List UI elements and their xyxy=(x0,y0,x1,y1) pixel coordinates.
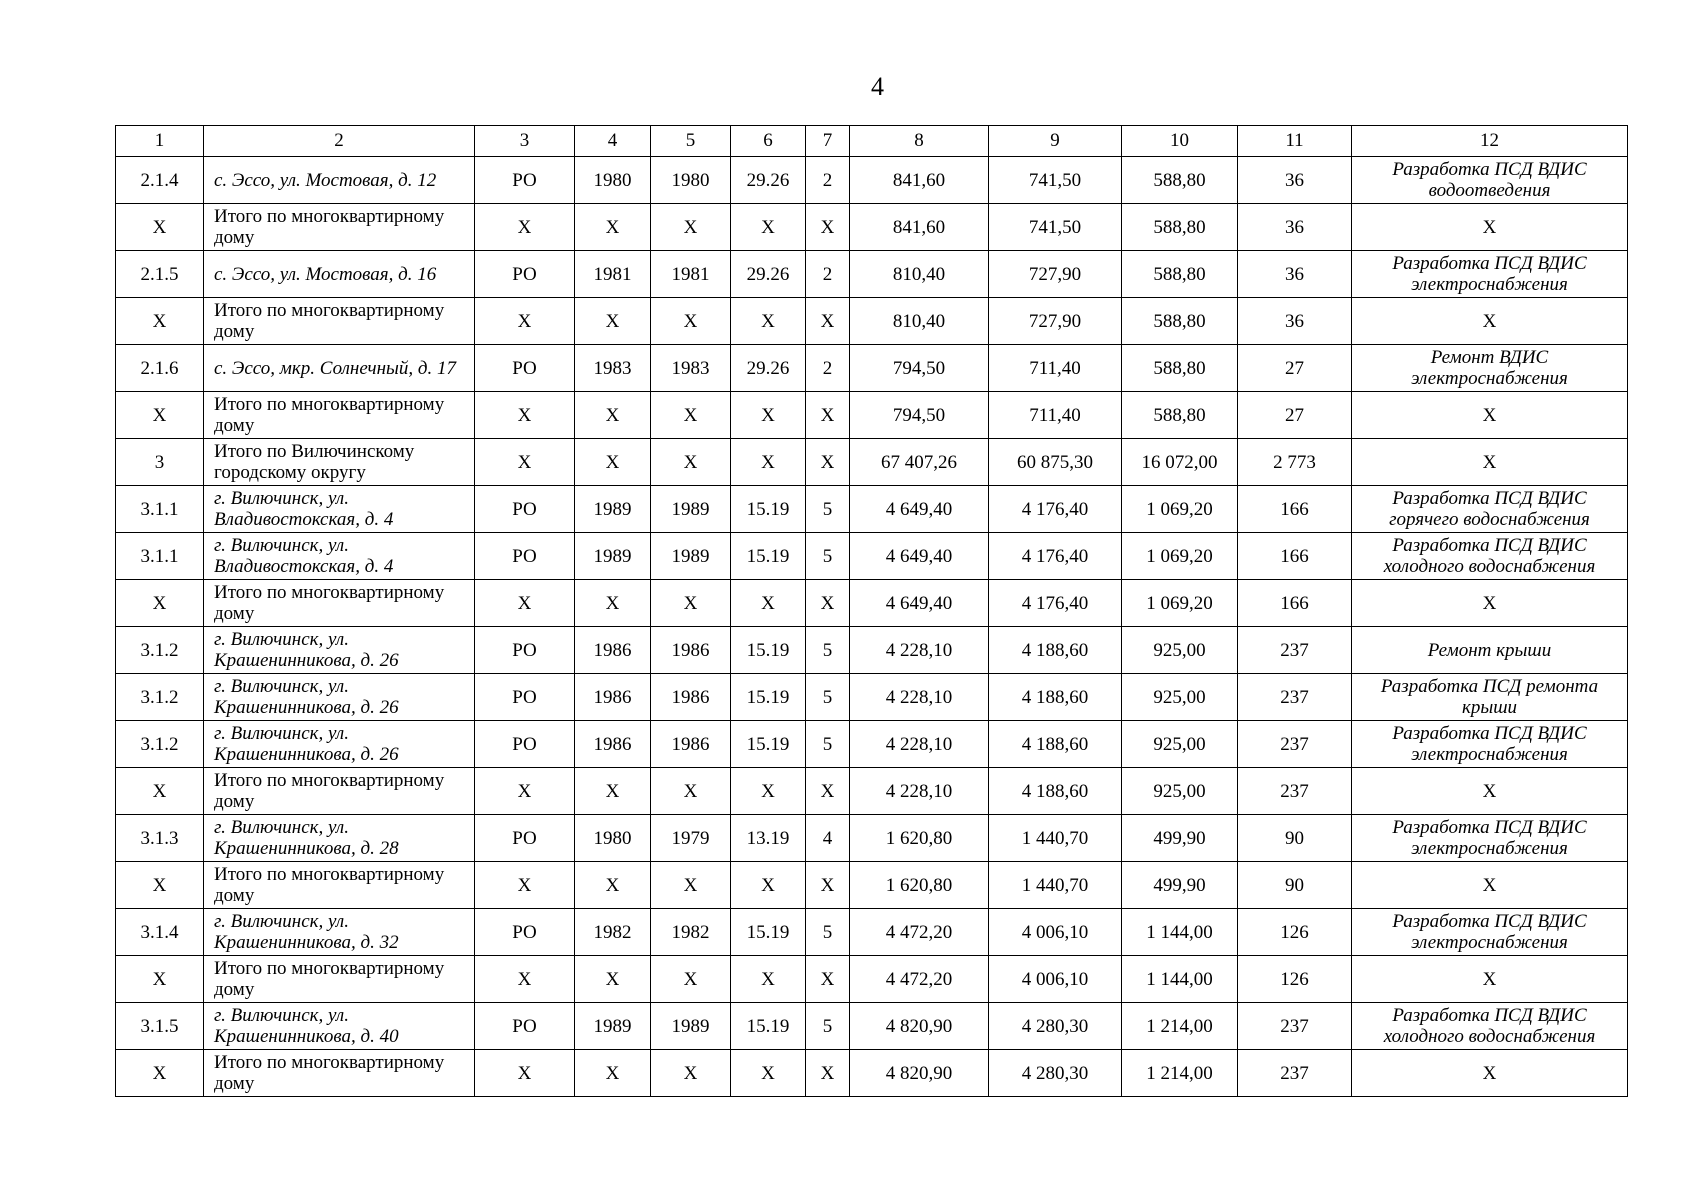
work-type-cell: Х xyxy=(1352,862,1628,909)
column-number: 11 xyxy=(1238,126,1352,157)
ownership-form-cell: РО xyxy=(475,345,575,392)
total-area-cell: 4 228,10 xyxy=(850,721,989,768)
living-area-cell: 727,90 xyxy=(989,251,1122,298)
nonliving-area-cell: 925,00 xyxy=(1122,768,1238,815)
row-number-cell: 3.1.2 xyxy=(116,674,204,721)
subtotal-row xyxy=(116,1050,1628,1097)
floors-cell: Х xyxy=(806,439,850,486)
residents-cell: 166 xyxy=(1238,580,1352,627)
ownership-form-cell: РО xyxy=(475,533,575,580)
address-cell: Итого по многоквартирному дому xyxy=(204,580,475,627)
table-row xyxy=(116,627,1628,674)
nonliving-area-cell: 499,90 xyxy=(1122,862,1238,909)
commissioning-year-cell: Х xyxy=(651,862,731,909)
nonliving-area-cell: 588,80 xyxy=(1122,251,1238,298)
ownership-form-cell: РО xyxy=(475,674,575,721)
subtotal-row xyxy=(116,392,1628,439)
ownership-form-cell: Х xyxy=(475,956,575,1003)
total-area-cell: 4 228,10 xyxy=(850,674,989,721)
work-type-cell: Х xyxy=(1352,439,1628,486)
work-type-cell: Разработка ПСД ВДИС водоотведения xyxy=(1352,157,1628,204)
code-cell: Х xyxy=(731,956,806,1003)
row-number-cell: 2.1.5 xyxy=(116,251,204,298)
construction-year-cell: Х xyxy=(575,768,651,815)
construction-year-cell: 1986 xyxy=(575,721,651,768)
nonliving-area-cell: 588,80 xyxy=(1122,204,1238,251)
total-area-cell: 1 620,80 xyxy=(850,815,989,862)
table-row xyxy=(116,345,1628,392)
floors-cell: 5 xyxy=(806,627,850,674)
ownership-form-cell: Х xyxy=(475,204,575,251)
code-cell: 15.19 xyxy=(731,721,806,768)
floors-cell: Х xyxy=(806,768,850,815)
work-type-cell: Х xyxy=(1352,956,1628,1003)
row-number-cell: 3.1.1 xyxy=(116,533,204,580)
code-cell: Х xyxy=(731,862,806,909)
row-number-cell: Х xyxy=(116,956,204,1003)
work-type-cell: Х xyxy=(1352,768,1628,815)
nonliving-area-cell: 1 069,20 xyxy=(1122,533,1238,580)
column-number: 3 xyxy=(475,126,575,157)
column-number: 4 xyxy=(575,126,651,157)
residents-cell: 36 xyxy=(1238,298,1352,345)
repair-program-table xyxy=(115,125,1628,1097)
living-area-cell: 4 176,40 xyxy=(989,580,1122,627)
work-type-cell: Разработка ПСД ВДИС электроснабжения xyxy=(1352,251,1628,298)
residents-cell: 237 xyxy=(1238,1050,1352,1097)
floors-cell: 2 xyxy=(806,157,850,204)
total-row xyxy=(116,439,1628,486)
residents-cell: 90 xyxy=(1238,815,1352,862)
code-cell: Х xyxy=(731,298,806,345)
commissioning-year-cell: Х xyxy=(651,1050,731,1097)
total-area-cell: 794,50 xyxy=(850,345,989,392)
floors-cell: 5 xyxy=(806,486,850,533)
total-area-cell: 841,60 xyxy=(850,157,989,204)
total-area-cell: 4 649,40 xyxy=(850,580,989,627)
table-body xyxy=(116,126,1628,1097)
work-type-cell: Х xyxy=(1352,298,1628,345)
living-area-cell: 711,40 xyxy=(989,345,1122,392)
living-area-cell: 4 280,30 xyxy=(989,1050,1122,1097)
row-number-cell: 3.1.2 xyxy=(116,627,204,674)
code-cell: 15.19 xyxy=(731,533,806,580)
floors-cell: 4 xyxy=(806,815,850,862)
residents-cell: 36 xyxy=(1238,251,1352,298)
code-cell: Х xyxy=(731,768,806,815)
commissioning-year-cell: 1986 xyxy=(651,627,731,674)
floors-cell: 5 xyxy=(806,909,850,956)
column-number: 9 xyxy=(989,126,1122,157)
code-cell: 15.19 xyxy=(731,1003,806,1050)
address-cell: г. Вилючинск, ул. Крашенинникова, д. 40 xyxy=(204,1003,475,1050)
construction-year-cell: Х xyxy=(575,204,651,251)
living-area-cell: 4 188,60 xyxy=(989,768,1122,815)
total-area-cell: 810,40 xyxy=(850,251,989,298)
nonliving-area-cell: 925,00 xyxy=(1122,674,1238,721)
floors-cell: Х xyxy=(806,1050,850,1097)
living-area-cell: 711,40 xyxy=(989,392,1122,439)
floors-cell: Х xyxy=(806,392,850,439)
living-area-cell: 4 176,40 xyxy=(989,486,1122,533)
residents-cell: 27 xyxy=(1238,392,1352,439)
construction-year-cell: 1989 xyxy=(575,1003,651,1050)
construction-year-cell: Х xyxy=(575,1050,651,1097)
residents-cell: 36 xyxy=(1238,157,1352,204)
address-cell: Итого по многоквартирному дому xyxy=(204,862,475,909)
floors-cell: Х xyxy=(806,580,850,627)
ownership-form-cell: Х xyxy=(475,580,575,627)
living-area-cell: 4 006,10 xyxy=(989,956,1122,1003)
ownership-form-cell: Х xyxy=(475,862,575,909)
code-cell: 15.19 xyxy=(731,909,806,956)
commissioning-year-cell: 1989 xyxy=(651,486,731,533)
code-cell: 15.19 xyxy=(731,486,806,533)
address-cell: Итого по многоквартирному дому xyxy=(204,1050,475,1097)
nonliving-area-cell: 1 214,00 xyxy=(1122,1050,1238,1097)
work-type-cell: Разработка ПСД ВДИС холодного водоснабжения xyxy=(1352,533,1628,580)
commissioning-year-cell: 1986 xyxy=(651,721,731,768)
commissioning-year-cell: 1981 xyxy=(651,251,731,298)
commissioning-year-cell: 1989 xyxy=(651,1003,731,1050)
living-area-cell: 1 440,70 xyxy=(989,862,1122,909)
commissioning-year-cell: Х xyxy=(651,298,731,345)
total-area-cell: 4 472,20 xyxy=(850,909,989,956)
table-row xyxy=(116,909,1628,956)
row-number-cell: 3.1.3 xyxy=(116,815,204,862)
address-cell: с. Эссо, мкр. Солнечный, д. 17 xyxy=(204,345,475,392)
construction-year-cell: Х xyxy=(575,956,651,1003)
address-cell: г. Вилючинск, ул. Владивостокская, д. 4 xyxy=(204,486,475,533)
construction-year-cell: Х xyxy=(575,862,651,909)
residents-cell: 27 xyxy=(1238,345,1352,392)
ownership-form-cell: РО xyxy=(475,627,575,674)
total-area-cell: 4 472,20 xyxy=(850,956,989,1003)
row-number-cell: 2.1.4 xyxy=(116,157,204,204)
residents-cell: 237 xyxy=(1238,1003,1352,1050)
residents-cell: 2 773 xyxy=(1238,439,1352,486)
ownership-form-cell: Х xyxy=(475,768,575,815)
floors-cell: 5 xyxy=(806,721,850,768)
address-cell: Итого по многоквартирному дому xyxy=(204,768,475,815)
table-row xyxy=(116,157,1628,204)
total-area-cell: 4 228,10 xyxy=(850,768,989,815)
commissioning-year-cell: Х xyxy=(651,580,731,627)
nonliving-area-cell: 1 069,20 xyxy=(1122,486,1238,533)
construction-year-cell: 1980 xyxy=(575,815,651,862)
nonliving-area-cell: 1 214,00 xyxy=(1122,1003,1238,1050)
total-area-cell: 1 620,80 xyxy=(850,862,989,909)
address-cell: Итого по многоквартирному дому xyxy=(204,392,475,439)
commissioning-year-cell: 1983 xyxy=(651,345,731,392)
total-area-cell: 4 649,40 xyxy=(850,533,989,580)
work-type-cell: Разработка ПСД ВДИС горячего водоснабжения xyxy=(1352,486,1628,533)
code-cell: 29.26 xyxy=(731,345,806,392)
row-number-cell: 3.1.2 xyxy=(116,721,204,768)
code-cell: Х xyxy=(731,580,806,627)
commissioning-year-cell: 1989 xyxy=(651,533,731,580)
subtotal-row xyxy=(116,768,1628,815)
table-row xyxy=(116,533,1628,580)
column-number: 6 xyxy=(731,126,806,157)
construction-year-cell: Х xyxy=(575,580,651,627)
living-area-cell: 4 188,60 xyxy=(989,674,1122,721)
construction-year-cell: 1986 xyxy=(575,627,651,674)
column-number: 12 xyxy=(1352,126,1628,157)
table-row xyxy=(116,486,1628,533)
work-type-cell: Х xyxy=(1352,580,1628,627)
nonliving-area-cell: 1 069,20 xyxy=(1122,580,1238,627)
table-row xyxy=(116,815,1628,862)
living-area-cell: 4 188,60 xyxy=(989,721,1122,768)
total-area-cell: 4 820,90 xyxy=(850,1050,989,1097)
nonliving-area-cell: 925,00 xyxy=(1122,627,1238,674)
commissioning-year-cell: 1986 xyxy=(651,674,731,721)
address-cell: г. Вилючинск, ул. Крашенинникова, д. 26 xyxy=(204,721,475,768)
subtotal-row xyxy=(116,862,1628,909)
total-area-cell: 67 407,26 xyxy=(850,439,989,486)
code-cell: 29.26 xyxy=(731,251,806,298)
floors-cell: 5 xyxy=(806,1003,850,1050)
total-area-cell: 841,60 xyxy=(850,204,989,251)
column-number: 1 xyxy=(116,126,204,157)
row-number-cell: 3 xyxy=(116,439,204,486)
living-area-cell: 741,50 xyxy=(989,204,1122,251)
column-number: 8 xyxy=(850,126,989,157)
residents-cell: 237 xyxy=(1238,721,1352,768)
code-cell: Х xyxy=(731,204,806,251)
code-cell: 29.26 xyxy=(731,157,806,204)
ownership-form-cell: РО xyxy=(475,1003,575,1050)
floors-cell: Х xyxy=(806,956,850,1003)
living-area-cell: 1 440,70 xyxy=(989,815,1122,862)
code-cell: 15.19 xyxy=(731,674,806,721)
construction-year-cell: 1983 xyxy=(575,345,651,392)
ownership-form-cell: РО xyxy=(475,157,575,204)
residents-cell: 166 xyxy=(1238,533,1352,580)
address-cell: г. Вилючинск, ул. Крашенинникова, д. 28 xyxy=(204,815,475,862)
ownership-form-cell: Х xyxy=(475,298,575,345)
total-area-cell: 4 820,90 xyxy=(850,1003,989,1050)
address-cell: Итого по многоквартирному дому xyxy=(204,956,475,1003)
code-cell: Х xyxy=(731,439,806,486)
commissioning-year-cell: 1979 xyxy=(651,815,731,862)
construction-year-cell: 1989 xyxy=(575,533,651,580)
construction-year-cell: 1989 xyxy=(575,486,651,533)
code-cell: Х xyxy=(731,392,806,439)
floors-cell: 2 xyxy=(806,251,850,298)
address-cell: г. Вилючинск, ул. Крашенинникова, д. 26 xyxy=(204,674,475,721)
ownership-form-cell: Х xyxy=(475,392,575,439)
commissioning-year-cell: 1980 xyxy=(651,157,731,204)
subtotal-row xyxy=(116,956,1628,1003)
column-number: 5 xyxy=(651,126,731,157)
construction-year-cell: Х xyxy=(575,439,651,486)
row-number-cell: Х xyxy=(116,392,204,439)
code-cell: Х xyxy=(731,1050,806,1097)
row-number-cell: 3.1.5 xyxy=(116,1003,204,1050)
code-cell: 15.19 xyxy=(731,627,806,674)
work-type-cell: Ремонт крыши xyxy=(1352,627,1628,674)
work-type-cell: Разработка ПСД ВДИС электроснабжения xyxy=(1352,909,1628,956)
address-cell: с. Эссо, ул. Мостовая, д. 16 xyxy=(204,251,475,298)
living-area-cell: 4 188,60 xyxy=(989,627,1122,674)
address-cell: с. Эссо, ул. Мостовая, д. 12 xyxy=(204,157,475,204)
address-cell: Итого по Вилючинскому городскому округу xyxy=(204,439,475,486)
commissioning-year-cell: 1982 xyxy=(651,909,731,956)
row-number-cell: 3.1.4 xyxy=(116,909,204,956)
subtotal-row xyxy=(116,204,1628,251)
work-type-cell: Разработка ПСД ВДИС электроснабжения xyxy=(1352,721,1628,768)
page-number: 4 xyxy=(871,72,884,101)
work-type-cell: Х xyxy=(1352,204,1628,251)
address-cell: Итого по многоквартирному дому xyxy=(204,204,475,251)
column-number: 10 xyxy=(1122,126,1238,157)
column-number: 7 xyxy=(806,126,850,157)
work-type-cell: Х xyxy=(1352,392,1628,439)
row-number-cell: Х xyxy=(116,580,204,627)
row-number-cell: Х xyxy=(116,768,204,815)
residents-cell: 36 xyxy=(1238,204,1352,251)
nonliving-area-cell: 588,80 xyxy=(1122,345,1238,392)
address-cell: г. Вилючинск, ул. Крашенинникова, д. 26 xyxy=(204,627,475,674)
ownership-form-cell: РО xyxy=(475,815,575,862)
row-number-cell: Х xyxy=(116,1050,204,1097)
residents-cell: 237 xyxy=(1238,674,1352,721)
ownership-form-cell: РО xyxy=(475,486,575,533)
residents-cell: 126 xyxy=(1238,956,1352,1003)
nonliving-area-cell: 588,80 xyxy=(1122,392,1238,439)
commissioning-year-cell: Х xyxy=(651,768,731,815)
floors-cell: Х xyxy=(806,862,850,909)
row-number-cell: Х xyxy=(116,862,204,909)
code-cell: 13.19 xyxy=(731,815,806,862)
residents-cell: 237 xyxy=(1238,627,1352,674)
nonliving-area-cell: 1 144,00 xyxy=(1122,956,1238,1003)
table-row xyxy=(116,1003,1628,1050)
work-type-cell: Разработка ПСД ремонта крыши xyxy=(1352,674,1628,721)
living-area-cell: 4 176,40 xyxy=(989,533,1122,580)
work-type-cell: Разработка ПСД ВДИС электроснабжения xyxy=(1352,815,1628,862)
row-number-cell: Х xyxy=(116,204,204,251)
column-number-row xyxy=(116,126,1628,157)
total-area-cell: 4 228,10 xyxy=(850,627,989,674)
ownership-form-cell: РО xyxy=(475,251,575,298)
work-type-cell: Х xyxy=(1352,1050,1628,1097)
construction-year-cell: Х xyxy=(575,392,651,439)
floors-cell: 2 xyxy=(806,345,850,392)
ownership-form-cell: РО xyxy=(475,721,575,768)
floors-cell: 5 xyxy=(806,674,850,721)
commissioning-year-cell: Х xyxy=(651,204,731,251)
living-area-cell: 4 006,10 xyxy=(989,909,1122,956)
construction-year-cell: 1980 xyxy=(575,157,651,204)
total-area-cell: 4 649,40 xyxy=(850,486,989,533)
total-area-cell: 810,40 xyxy=(850,298,989,345)
row-number-cell: 2.1.6 xyxy=(116,345,204,392)
commissioning-year-cell: Х xyxy=(651,392,731,439)
nonliving-area-cell: 16 072,00 xyxy=(1122,439,1238,486)
floors-cell: 5 xyxy=(806,533,850,580)
nonliving-area-cell: 1 144,00 xyxy=(1122,909,1238,956)
living-area-cell: 4 280,30 xyxy=(989,1003,1122,1050)
residents-cell: 126 xyxy=(1238,909,1352,956)
residents-cell: 237 xyxy=(1238,768,1352,815)
nonliving-area-cell: 499,90 xyxy=(1122,815,1238,862)
residents-cell: 166 xyxy=(1238,486,1352,533)
residents-cell: 90 xyxy=(1238,862,1352,909)
nonliving-area-cell: 925,00 xyxy=(1122,721,1238,768)
floors-cell: Х xyxy=(806,204,850,251)
address-cell: г. Вилючинск, ул. Крашенинникова, д. 32 xyxy=(204,909,475,956)
living-area-cell: 60 875,30 xyxy=(989,439,1122,486)
row-number-cell: Х xyxy=(116,298,204,345)
construction-year-cell: 1982 xyxy=(575,909,651,956)
address-cell: г. Вилючинск, ул. Владивостокская, д. 4 xyxy=(204,533,475,580)
floors-cell: Х xyxy=(806,298,850,345)
commissioning-year-cell: Х xyxy=(651,439,731,486)
subtotal-row xyxy=(116,298,1628,345)
commissioning-year-cell: Х xyxy=(651,956,731,1003)
ownership-form-cell: РО xyxy=(475,909,575,956)
address-cell: Итого по многоквартирному дому xyxy=(204,298,475,345)
construction-year-cell: Х xyxy=(575,298,651,345)
living-area-cell: 741,50 xyxy=(989,157,1122,204)
column-number: 2 xyxy=(204,126,475,157)
table-row xyxy=(116,251,1628,298)
construction-year-cell: 1981 xyxy=(575,251,651,298)
work-type-cell: Ремонт ВДИС электроснабжения xyxy=(1352,345,1628,392)
table-row xyxy=(116,674,1628,721)
subtotal-row xyxy=(116,580,1628,627)
row-number-cell: 3.1.1 xyxy=(116,486,204,533)
construction-year-cell: 1986 xyxy=(575,674,651,721)
ownership-form-cell: Х xyxy=(475,439,575,486)
ownership-form-cell: Х xyxy=(475,1050,575,1097)
total-area-cell: 794,50 xyxy=(850,392,989,439)
nonliving-area-cell: 588,80 xyxy=(1122,157,1238,204)
table-row xyxy=(116,721,1628,768)
work-type-cell: Разработка ПСД ВДИС холодного водоснабжения xyxy=(1352,1003,1628,1050)
nonliving-area-cell: 588,80 xyxy=(1122,298,1238,345)
living-area-cell: 727,90 xyxy=(989,298,1122,345)
